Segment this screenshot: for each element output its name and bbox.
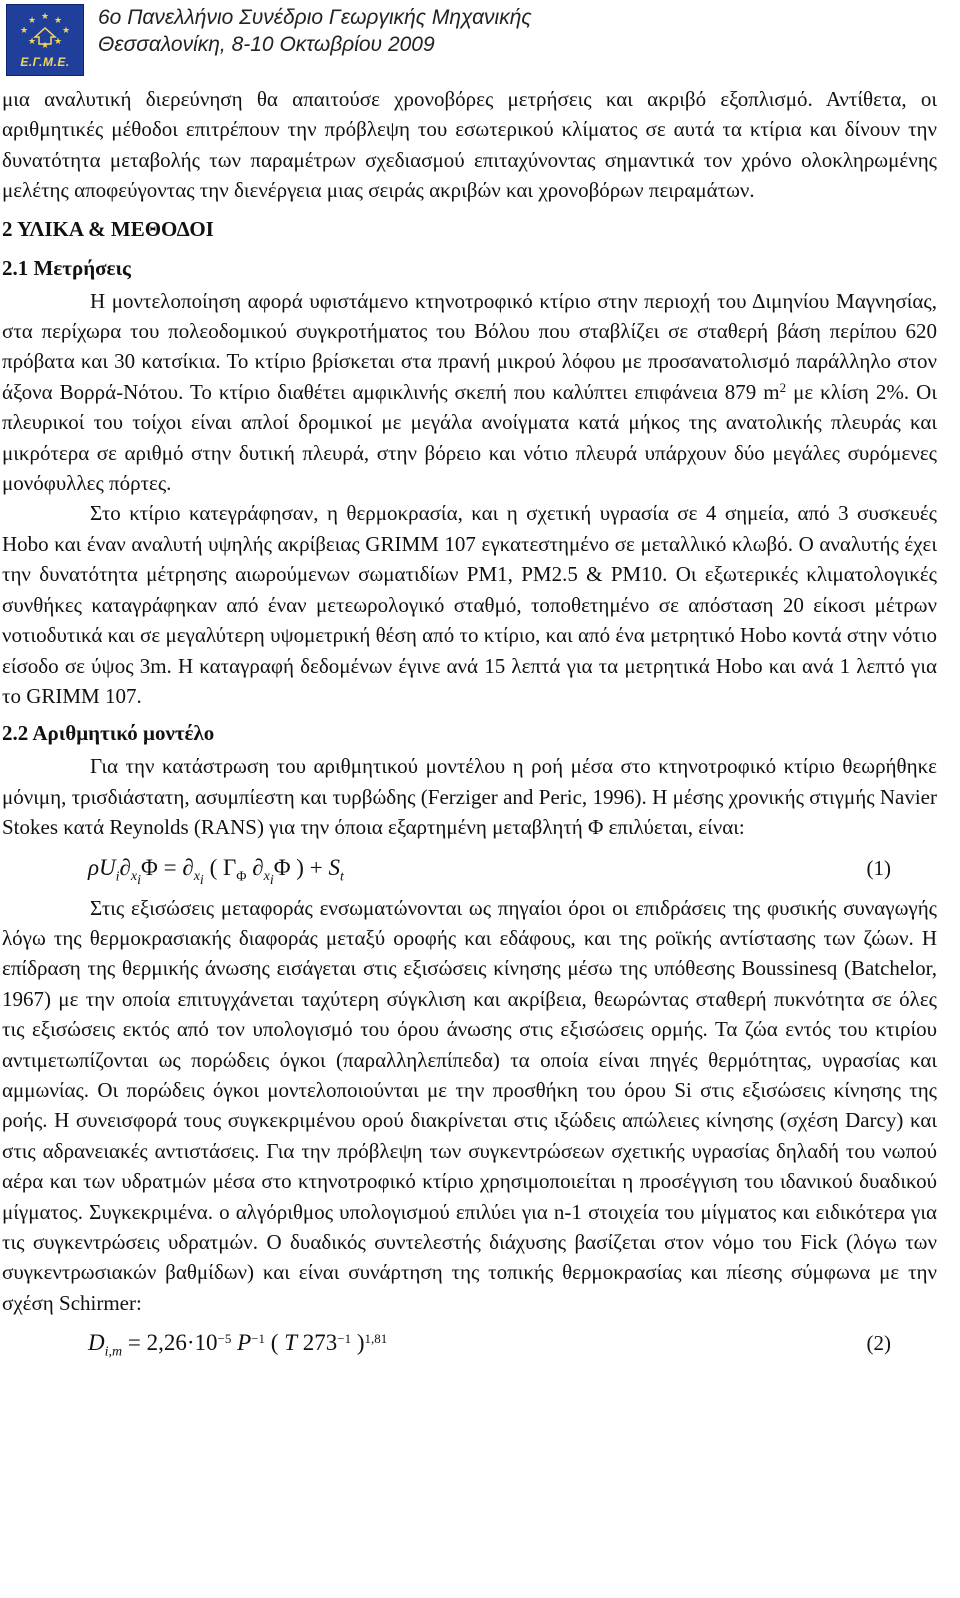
paragraph-measurements-2: Στο κτίριο κατεγράφησαν, η θερμοκρασία, και η σχετική υγρασία σε 4 σημεία, από 3 συσκευές Hobo και έναν αναλυτή υψηλής ακρίβειας GRIMM 107 εγκατεστημένο σε μεταλλικό κλωβό. Ο αναλυτής έχει την δυνατότητα μέτρησης αιωρούμενων σωματιδίων PM1, PM2.5 & PM10. Οι εξωτερικές κλιματολογικές συνθήκες καταγράφηκαν από έναν μετεωρολογικό σταθμό, τοποθετημένο σε απόσταση 20 είκοσι μέτρων νοτιοδυτικά και σε μεγαλύτερη υψομετρική θέση από το κτίριο, και από ένα μετρητικό Hobo κοντά στην νότιο είσοδο σε ύψος 3m. Η καταγραφή δεδομένων έγινε ανά 15 λεπτά για τα μετρητικά Hobo και ανά 1 λεπτό για το GRIMM 107. — [2, 501, 937, 708]
svg-text:★: ★ — [27, 36, 37, 46]
page-header — [0, 0, 960, 82]
main-content — [2, 84, 937, 1368]
subsection-heading-measurements: 2.1 Μετρήσεις — [2, 255, 131, 280]
paragraph-model-2: Στις εξισώσεις μεταφοράς ενσωματώνονται ως πηγαίοι όροι οι επιδράσεις της φυσικής συναγωγής λόγω της θερμοκρασιακής διαφοράς μεταξύ οροφής και εδάφους, και της ροϊκής αντίστασης των ζώων. Η επίδραση της θερμικής άνωσης εισάγεται στις εξισώσεις κίνησης μέσω της υπόθεσης Boussinesq (Batchelor, 1967) με την οποία επιτυγχάνεται ταχύτερη σύγκλιση και ακρίβεια, θεωρώντας σταθερή πυκνότητα σε όλες τις εξισώσεις εκτός από τον υπολογισμό του όρου άνωσης στις εξισώσεις ορμής. Τα ζώα εντός του κτιρίου αντιμετωπίζονται ως πορώδεις όγκοι (παραλληλεπίπεδα) τα οποία είναι πηγές θερμότητας, υγρασίας και αμμωνίας. Οι πορώδεις όγκοι μοντελοποιούνται με την προσθήκη του όρου Si στις εξισώσεις κίνησης της ροής. Η συνεισφορά τους συγκεκριμένου ορού διακρίνεται στις ιξώδεις απώλειες κίνησης (σχέση Darcy) και στις αδρανειακές αντιστάσεις. Για την πρόβλεψη των συγκεντρώσεων σχετικής υγρασίας δηλαδή του νωπού αέρα και των υδρατμών μέσα στο κτηνοτροφικό κτίριο χρησιμοποιείται η προσέγγιση του ιδανικού δυαδικού μίγματος. Συγκεκριμένα. ο αλγόριθμος υπολογισμού επιλύει για n-1 στοιχεία του μίγματος και ειδικότερα για τις συγκεντρώσεις υδρατμών. Ο δυαδικός συντελεστής διάχυσης βασίζεται στον νόμο του Fick (λόγω των συγκεντρωσιακών βαθμίδων) και είναι συνάρτηση της τοπικής θερμοκρασίας και πίεσης σύμφωνα με την σχέση Schirmer: — [2, 895, 937, 1315]
equation-2-expression: $D_{i,m} = 2,26\cdot 10^{-5}$ $P^{-1}$ ( T $273^{-1}$ )$^{1,81}$ — [88, 1330, 388, 1360]
paragraph-text: Η μοντελοποίηση αφορά υφιστάμενο κτηνοτροφικό κτίριο στην περιοχή του Διμηνίου Μαγνησίας, στα περίχωρα του πολεοδομικού συγκροτήματος του Βόλου που σταβλίζει σε σταθερή βάση περίπου 620 πρόβατα και 30 κατσίκια. Το κτίριο βρίσκεται στα πρανή μικρού λόφου με προσανατολισμό παράλληλο στον άξονα Βορρά-Νότου. Το κτίριο διαθέτει αμφικλινής σκεπή που καλύπτει επιφάνεια 879 m — [2, 288, 937, 404]
conference-title: 6ο Πανελλήνιο Συνέδριο Γεωργικής Μηχανικής — [98, 6, 532, 29]
equation-1-expression: $\rho U_i\partial_{x_i}\Phi = \partial_{x_i}$ ( $\Gamma_\Phi$ $\partial_{x_i}\Phi$ ) + $S_t$ — [88, 854, 344, 888]
paragraph-model-1: Για την κατάστρωση του αριθμητικού μοντέλου η ροή μέσα στο κτηνοτροφικό κτίριο θεωρήθηκε μόνιμη, τρισδιάστατη, ασυμπίεστη και τυρβώδης (Ferziger and Peric, 1996). Η μέσης χρονικής στιγμής Navier Stokes κατά Reynolds (RANS) για την όποια εξαρτημένη μεταβλητή Φ επιλύεται, είναι: — [2, 754, 937, 840]
equation-2 — [2, 1320, 937, 1366]
svg-text:★: ★ — [40, 40, 50, 50]
superscript: 2 — [779, 379, 787, 395]
logo-text: Ε.Γ.Μ.Ε. — [20, 55, 70, 69]
svg-text:★: ★ — [19, 25, 29, 35]
paragraph-text: με κλίση 2%. Οι πλευρικοί του τοίχοι είναι απλοί δρομικοί με μεγάλα ανοίγματα κατά μήκος της ανατολικής πλευράς και μικρότερα σε αριθμό στην δυτική πλευρά, στην βόρειο και νότιο πλευρά υπάρχουν δύο μεγάλες συρόμενες μονόφυλλες πόρτες. — [2, 379, 937, 496]
svg-text:★: ★ — [53, 15, 63, 25]
subsection-heading-numerical-model: 2.2 Αριθμητικό μοντέλο — [2, 721, 215, 746]
paragraph-measurements-1 — [2, 286, 937, 499]
conference-logo — [6, 4, 84, 76]
equation-1-number: (1) — [866, 855, 891, 880]
conference-location-date: Θεσσαλονίκη, 8-10 Οκτωβρίου 2009 — [98, 33, 435, 56]
svg-text:★: ★ — [27, 15, 37, 25]
intro-paragraph: μια αναλυτική διερεύνηση θα απαιτούσε χρονοβόρες μετρήσεις και ακριβό εξοπλισμό. Αντίθετα, οι αριθμητικές μέθοδοι επιτρέπουν την πρόβλεψη του εσωτερικού κλίματος σε αυτά τα κτίρια και δίνουν την δυνατότητα μεταβολής των παραμέτρων σχεδιασμού επιταχύνοντας σημαντικά τον χρόνο ολοκληρωμένης μελέτης αποφεύγοντας την διενέργεια μιας σειράς ακριβών και χρονοβόρων πειραμάτων. — [2, 87, 937, 203]
svg-text:★: ★ — [61, 25, 71, 35]
eu-stars-icon — [11, 11, 79, 55]
svg-text:★: ★ — [40, 11, 50, 21]
equation-2-number: (2) — [866, 1331, 891, 1356]
equation-1 — [2, 845, 937, 891]
svg-text:★: ★ — [53, 36, 63, 46]
section-heading: 2 ΥΛΙΚΑ & ΜΕΘΟΔΟΙ — [2, 216, 214, 241]
